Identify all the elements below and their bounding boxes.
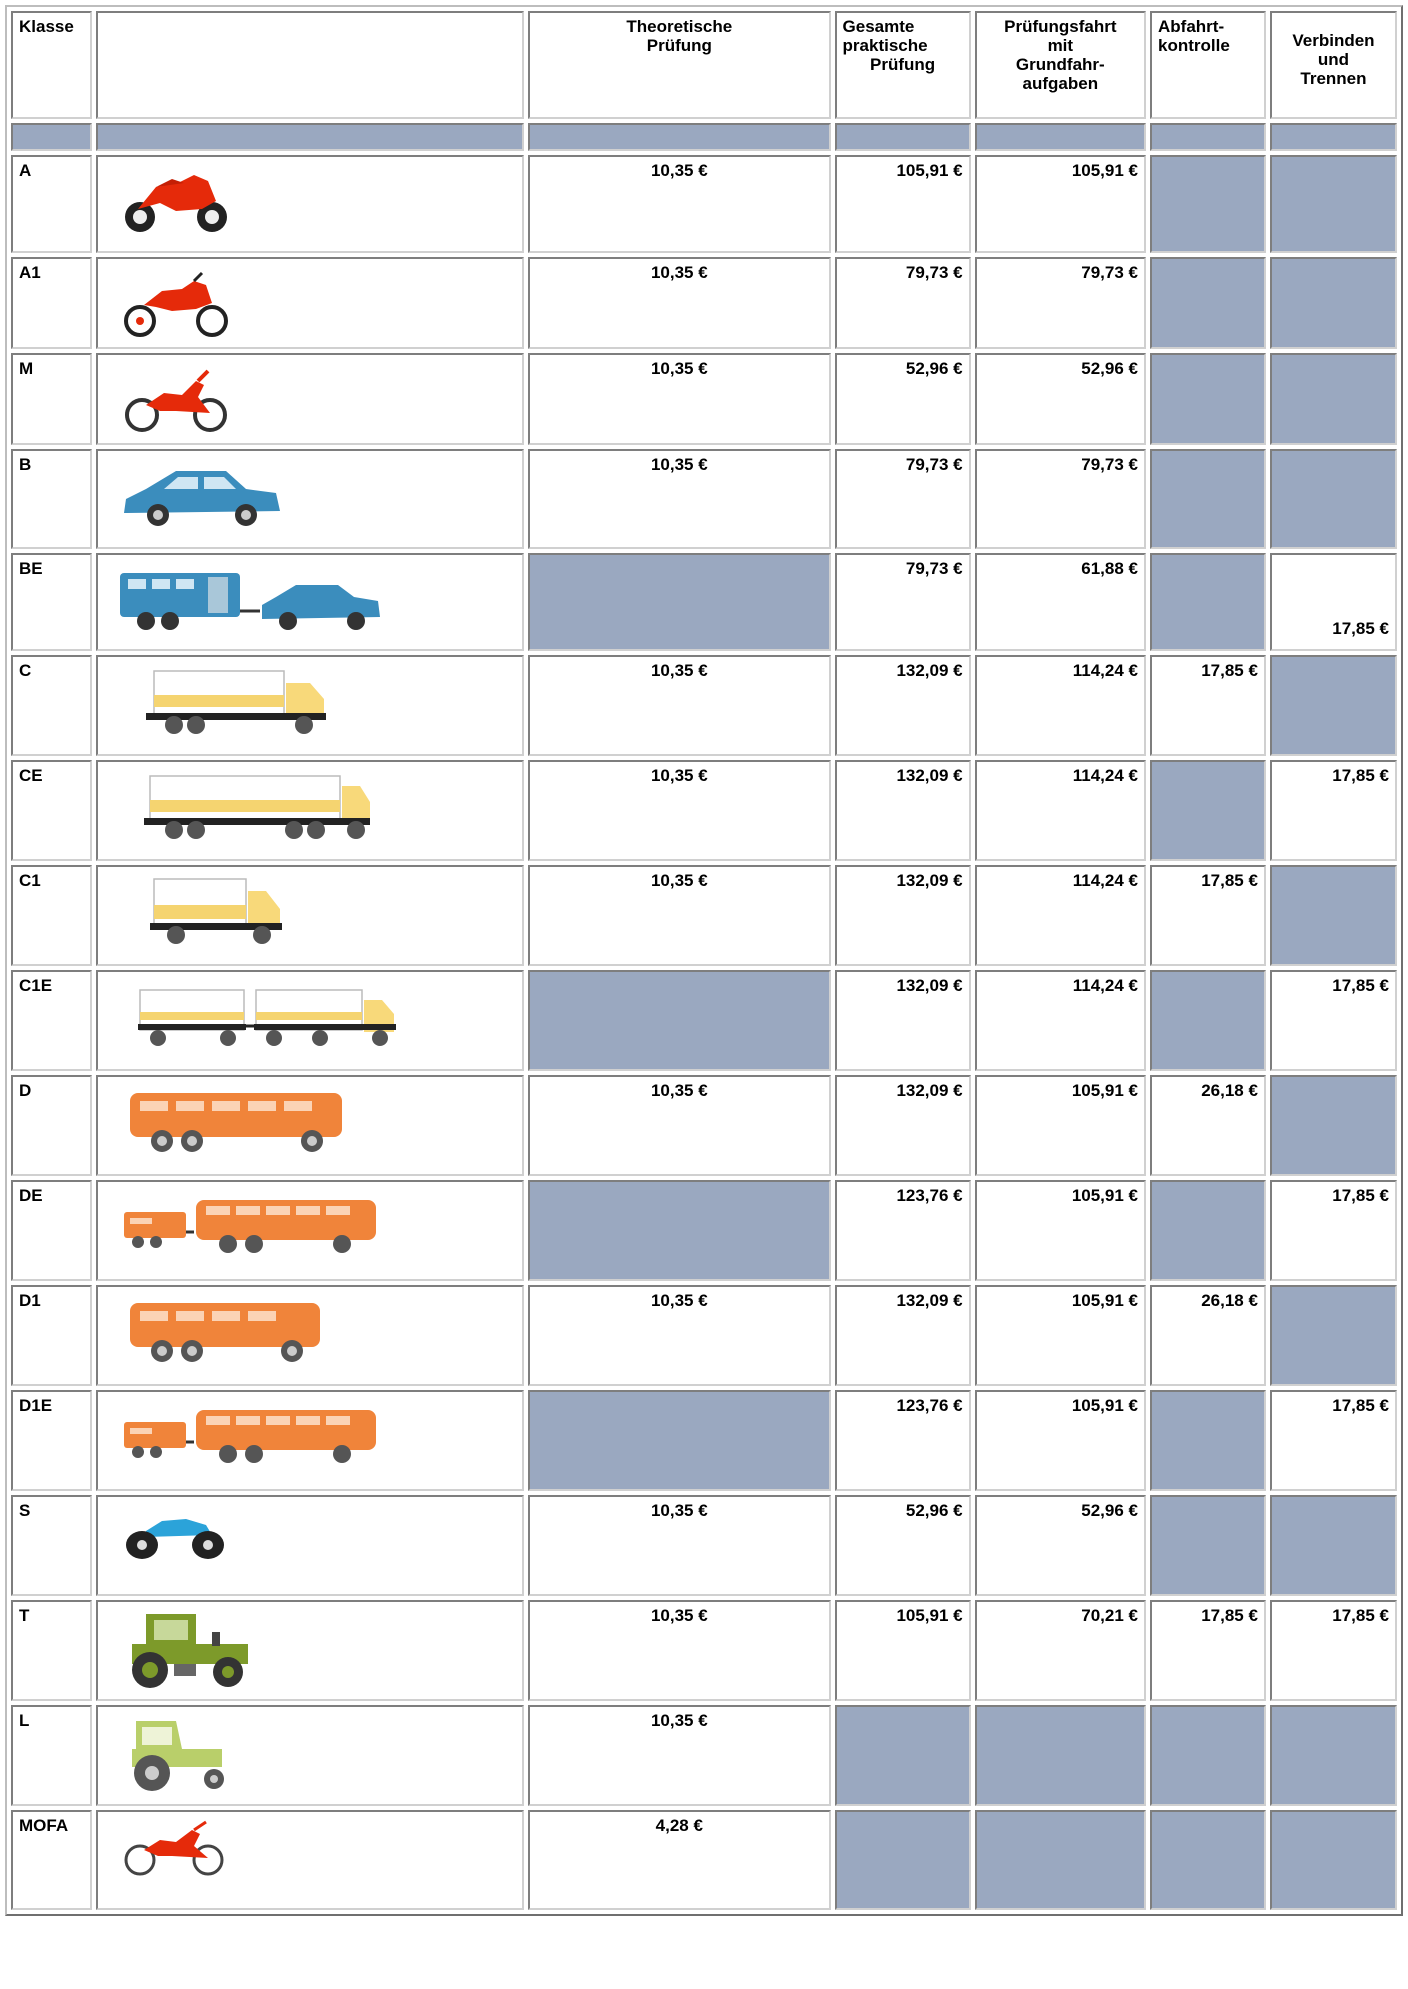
cell-theoretische-pruefung: 10,35 € xyxy=(528,257,830,349)
cell-klasse: D xyxy=(11,1075,92,1176)
cell-klasse: BE xyxy=(11,553,92,651)
cell-verbinden-und-trennen: 17,85 € xyxy=(1270,970,1397,1071)
cell-klasse: D1 xyxy=(11,1285,92,1386)
cell-verbinden-und-trennen xyxy=(1270,1810,1397,1910)
table-row xyxy=(11,655,1397,756)
cell-gesamte-praktische-pruefung: 132,09 € xyxy=(835,865,971,966)
cell-gesamte-praktische-pruefung: 52,96 € xyxy=(835,353,971,445)
cell-pruefungsfahrt: 70,21 € xyxy=(975,1600,1146,1701)
mofa-icon xyxy=(116,1820,516,1880)
cell-abfahrtkontrolle xyxy=(1150,353,1266,445)
cell-abfahrtkontrolle xyxy=(1150,155,1266,253)
cell-gesamte-praktische-pruefung: 79,73 € xyxy=(835,257,971,349)
cell-gesamte-praktische-pruefung: 123,76 € xyxy=(835,1390,971,1491)
cell-abfahrtkontrolle: 17,85 € xyxy=(1150,655,1266,756)
cell-gesamte-praktische-pruefung: 79,73 € xyxy=(835,449,971,549)
spacer-cell xyxy=(528,123,830,151)
cell-pruefungsfahrt: 114,24 € xyxy=(975,760,1146,861)
cell-abfahrtkontrolle xyxy=(1150,449,1266,549)
cell-gesamte-praktische-pruefung: 132,09 € xyxy=(835,970,971,1071)
cell-vehicle-image xyxy=(96,1390,524,1491)
cell-abfahrtkontrolle xyxy=(1150,1390,1266,1491)
cell-vehicle-image xyxy=(96,865,524,966)
spacer-row xyxy=(11,123,1397,151)
small-truck-icon xyxy=(134,875,516,947)
cell-klasse: T xyxy=(11,1600,92,1701)
cell-vehicle-image xyxy=(96,1180,524,1281)
cell-gesamte-praktische-pruefung: 105,91 € xyxy=(835,155,971,253)
cell-abfahrtkontrolle xyxy=(1150,257,1266,349)
spacer-cell xyxy=(96,123,524,151)
table-row xyxy=(11,1600,1397,1701)
car-with-trailer-icon xyxy=(116,563,516,635)
cell-vehicle-image xyxy=(96,1075,524,1176)
cell-theoretische-pruefung: 10,35 € xyxy=(528,1600,830,1701)
cell-verbinden-und-trennen: 17,85 € xyxy=(1270,553,1397,651)
cell-verbinden-und-trennen xyxy=(1270,1075,1397,1176)
table-row xyxy=(11,1390,1397,1491)
spacer-cell xyxy=(11,123,92,151)
cell-vehicle-image xyxy=(96,553,524,651)
cell-pruefungsfahrt: 105,91 € xyxy=(975,1180,1146,1281)
cell-theoretische-pruefung xyxy=(528,1390,830,1491)
header-gesamte-praktische-pruefung: Gesamte praktische Prüfung xyxy=(835,11,971,119)
table-row xyxy=(11,353,1397,445)
cell-abfahrtkontrolle: 26,18 € xyxy=(1150,1285,1266,1386)
small-tractor-icon xyxy=(116,1715,516,1795)
table-row xyxy=(11,1810,1397,1910)
header-abfahrtkontrolle: Abfahrt- kontrolle xyxy=(1150,11,1266,119)
cell-gesamte-praktische-pruefung: 132,09 € xyxy=(835,1075,971,1176)
cell-verbinden-und-trennen xyxy=(1270,1285,1397,1386)
cell-verbinden-und-trennen: 17,85 € xyxy=(1270,760,1397,861)
table-row xyxy=(11,449,1397,549)
cell-klasse: DE xyxy=(11,1180,92,1281)
bus-with-trailer-icon xyxy=(116,1190,516,1262)
cell-verbinden-und-trennen xyxy=(1270,155,1397,253)
cell-pruefungsfahrt: 114,24 € xyxy=(975,655,1146,756)
cell-theoretische-pruefung xyxy=(528,1180,830,1281)
header-pruefungsfahrt: Prüfungsfahrt mit Grundfahr- aufgaben xyxy=(975,11,1146,119)
table-row xyxy=(11,1285,1397,1386)
cell-vehicle-image xyxy=(96,257,524,349)
cell-verbinden-und-trennen xyxy=(1270,449,1397,549)
cell-pruefungsfahrt: 105,91 € xyxy=(975,1075,1146,1176)
cell-theoretische-pruefung xyxy=(528,553,830,651)
table-row xyxy=(11,1075,1397,1176)
cell-abfahrtkontrolle xyxy=(1150,553,1266,651)
table-row xyxy=(11,865,1397,966)
cell-abfahrtkontrolle xyxy=(1150,760,1266,861)
cell-gesamte-praktische-pruefung: 132,09 € xyxy=(835,760,971,861)
car-icon xyxy=(116,459,516,531)
cell-pruefungsfahrt: 114,24 € xyxy=(975,970,1146,1071)
truck-icon xyxy=(134,665,516,737)
cell-theoretische-pruefung: 10,35 € xyxy=(528,1075,830,1176)
cell-theoretische-pruefung: 4,28 € xyxy=(528,1810,830,1910)
cell-klasse: S xyxy=(11,1495,92,1596)
cell-pruefungsfahrt: 52,96 € xyxy=(975,353,1146,445)
moped-icon xyxy=(116,363,516,435)
cell-abfahrtkontrolle xyxy=(1150,1810,1266,1910)
table-row xyxy=(11,760,1397,861)
cell-vehicle-image xyxy=(96,1810,524,1910)
quad-bike-icon xyxy=(116,1505,516,1565)
cell-klasse: A1 xyxy=(11,257,92,349)
cell-vehicle-image xyxy=(96,1285,524,1386)
header-icon xyxy=(96,11,524,119)
cell-abfahrtkontrolle xyxy=(1150,970,1266,1071)
cell-theoretische-pruefung: 10,35 € xyxy=(528,865,830,966)
cell-klasse: M xyxy=(11,353,92,445)
cell-theoretische-pruefung: 10,35 € xyxy=(528,655,830,756)
cell-gesamte-praktische-pruefung: 132,09 € xyxy=(835,1285,971,1386)
header-klasse: Klasse xyxy=(11,11,92,119)
fee-table xyxy=(5,5,1403,1916)
cell-abfahrtkontrolle xyxy=(1150,1705,1266,1806)
header-verbinden-und-trennen: Verbinden und Trennen xyxy=(1270,11,1397,119)
spacer-cell xyxy=(1150,123,1266,151)
cell-pruefungsfahrt: 79,73 € xyxy=(975,449,1146,549)
cell-theoretische-pruefung: 10,35 € xyxy=(528,449,830,549)
cell-gesamte-praktische-pruefung: 79,73 € xyxy=(835,553,971,651)
cell-gesamte-praktische-pruefung: 52,96 € xyxy=(835,1495,971,1596)
cell-theoretische-pruefung: 10,35 € xyxy=(528,155,830,253)
cell-vehicle-image xyxy=(96,1705,524,1806)
table-row xyxy=(11,970,1397,1071)
cell-theoretische-pruefung: 10,35 € xyxy=(528,1495,830,1596)
cell-pruefungsfahrt: 105,91 € xyxy=(975,155,1146,253)
cell-theoretische-pruefung: 10,35 € xyxy=(528,1285,830,1386)
cell-verbinden-und-trennen xyxy=(1270,1495,1397,1596)
cell-verbinden-und-trennen xyxy=(1270,257,1397,349)
cell-gesamte-praktische-pruefung: 123,76 € xyxy=(835,1180,971,1281)
motorcycle-icon xyxy=(116,165,516,237)
cell-abfahrtkontrolle: 17,85 € xyxy=(1150,865,1266,966)
table-row xyxy=(11,1180,1397,1281)
cell-klasse: C1E xyxy=(11,970,92,1071)
cell-pruefungsfahrt: 105,91 € xyxy=(975,1390,1146,1491)
cell-verbinden-und-trennen xyxy=(1270,865,1397,966)
light-motorcycle-icon xyxy=(116,267,516,339)
cell-abfahrtkontrolle xyxy=(1150,1495,1266,1596)
cell-pruefungsfahrt: 105,91 € xyxy=(975,1285,1146,1386)
tractor-icon xyxy=(116,1610,516,1690)
cell-gesamte-praktische-pruefung: 105,91 € xyxy=(835,1600,971,1701)
cell-vehicle-image xyxy=(96,760,524,861)
cell-verbinden-und-trennen xyxy=(1270,1705,1397,1806)
cell-klasse: C xyxy=(11,655,92,756)
cell-vehicle-image xyxy=(96,1495,524,1596)
table-row xyxy=(11,257,1397,349)
cell-klasse: CE xyxy=(11,760,92,861)
cell-pruefungsfahrt: 52,96 € xyxy=(975,1495,1146,1596)
cell-klasse: L xyxy=(11,1705,92,1806)
cell-abfahrtkontrolle xyxy=(1150,1180,1266,1281)
cell-verbinden-und-trennen: 17,85 € xyxy=(1270,1180,1397,1281)
cell-klasse: A xyxy=(11,155,92,253)
spacer-cell xyxy=(835,123,971,151)
cell-theoretische-pruefung xyxy=(528,970,830,1071)
cell-pruefungsfahrt xyxy=(975,1810,1146,1910)
cell-vehicle-image xyxy=(96,970,524,1071)
header-theoretische-pruefung: Theoretische Prüfung xyxy=(528,11,830,119)
cell-klasse: B xyxy=(11,449,92,549)
table-row xyxy=(11,155,1397,253)
cell-verbinden-und-trennen: 17,85 € xyxy=(1270,1390,1397,1491)
table-row xyxy=(11,1705,1397,1806)
cell-gesamte-praktische-pruefung xyxy=(835,1705,971,1806)
cell-theoretische-pruefung: 10,35 € xyxy=(528,760,830,861)
cell-vehicle-image xyxy=(96,1600,524,1701)
fee-table-container xyxy=(5,5,1403,1916)
cell-klasse: D1E xyxy=(11,1390,92,1491)
cell-vehicle-image xyxy=(96,353,524,445)
cell-pruefungsfahrt: 79,73 € xyxy=(975,257,1146,349)
semi-truck-icon xyxy=(134,770,516,842)
cell-pruefungsfahrt: 114,24 € xyxy=(975,865,1146,966)
cell-verbinden-und-trennen xyxy=(1270,655,1397,756)
minibus-icon xyxy=(116,1295,516,1367)
cell-klasse: MOFA xyxy=(11,1810,92,1910)
cell-theoretische-pruefung: 10,35 € xyxy=(528,353,830,445)
cell-gesamte-praktische-pruefung: 132,09 € xyxy=(835,655,971,756)
cell-abfahrtkontrolle: 26,18 € xyxy=(1150,1075,1266,1176)
cell-abfahrtkontrolle: 17,85 € xyxy=(1150,1600,1266,1701)
cell-klasse: C1 xyxy=(11,865,92,966)
table-row xyxy=(11,1495,1397,1596)
cell-vehicle-image xyxy=(96,449,524,549)
spacer-cell xyxy=(975,123,1146,151)
cell-gesamte-praktische-pruefung xyxy=(835,1810,971,1910)
header-row xyxy=(11,11,1397,119)
cell-theoretische-pruefung: 10,35 € xyxy=(528,1705,830,1806)
truck-with-trailer-icon xyxy=(134,980,516,1052)
spacer-cell xyxy=(1270,123,1397,151)
cell-vehicle-image xyxy=(96,655,524,756)
cell-verbinden-und-trennen xyxy=(1270,353,1397,445)
cell-pruefungsfahrt: 61,88 € xyxy=(975,553,1146,651)
cell-pruefungsfahrt xyxy=(975,1705,1146,1806)
bus-icon xyxy=(116,1085,516,1157)
cell-verbinden-und-trennen: 17,85 € xyxy=(1270,1600,1397,1701)
table-row xyxy=(11,553,1397,651)
cell-vehicle-image xyxy=(96,155,524,253)
minibus-with-trailer-icon xyxy=(116,1400,516,1472)
